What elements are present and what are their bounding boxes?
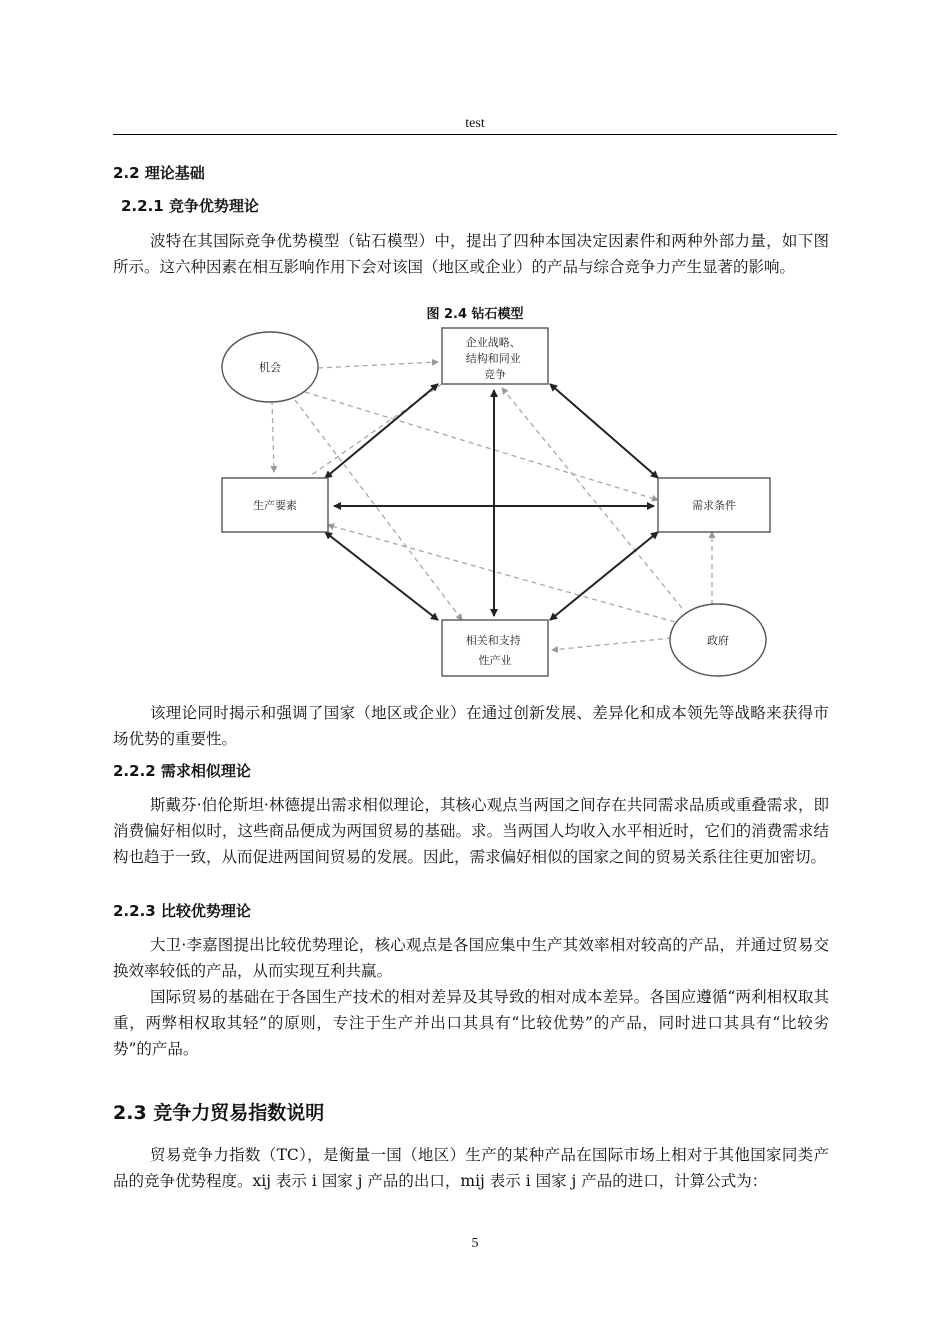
- strategy-label: 企业战略、 结构和同业 竞争: [465, 336, 521, 381]
- demand-label: 需求条件: [692, 499, 736, 512]
- paragraph-2-3: 贸易竞争力指数（TC），是衡量一国（地区）生产的某种产品在国际市场上相对于其他国家同类产品的竞争优势程度。xij 表示 i 国家 j 产品的出口，mij 表示 i 国家 j 产品的进口，计算公式为：: [113, 1146, 829, 1190]
- diamond-model-diagram: [210, 320, 780, 685]
- section-heading-2-3: 2.3 竞争力贸易指数说明: [113, 1102, 325, 1124]
- page-number: 5: [471, 1236, 479, 1251]
- strategy-demand-arrow: [550, 384, 658, 478]
- demand-related-arrow: [550, 532, 658, 620]
- chance-to-factors-line: [272, 400, 274, 472]
- related-node: [442, 620, 548, 676]
- paragraph-2-2-1-conclusion: 该理论同时揭示和强调了国家（地区或企业）在通过创新发展、差异化和成本领先等战略来获得市场优势的重要性。: [113, 704, 829, 748]
- factors-label: 生产要素: [253, 499, 297, 512]
- related-label: 相关和支持 性产业: [465, 634, 521, 667]
- paragraph-2-2-2: 斯戴芬·伯伦斯坦·林德提出需求相似理论，其核心观点当两国之间存在共同需求品质或重叠需求，即消费偏好相似时，这些商品便成为两国贸易的基础。求。当两国人均收入水平相近时，它们的消费需求结构也趋于一致，从而促进两国间贸易的发展。因此，需求偏好相似的国家之间的贸易关系往往更加密切。: [113, 796, 829, 866]
- government-to-related-line: [552, 638, 672, 650]
- page-header: test: [465, 116, 485, 131]
- section-heading-2-2-2: 2.2.2 需求相似理论: [113, 762, 251, 780]
- header-rule: [113, 134, 837, 135]
- government-to-factors-line: [328, 525, 675, 622]
- figure-caption: 图 2.4 钻石模型: [426, 307, 524, 322]
- factors-related-arrow: [325, 532, 438, 620]
- section-heading-2-2-3: 2.2.3 比较优势理论: [113, 902, 251, 920]
- paragraph-2-2-1-intro: 波特在其国际竞争优势模型（钻石模型）中，提出了四种本国决定因素件和两种外部力量，如下图所示。这六种因素在相互影响作用下会对该国（地区或企业）的产品与综合竞争力产生显著的影响。: [113, 232, 829, 276]
- government-label: 政府: [707, 634, 729, 647]
- paragraph-2-2-3-b: 国际贸易的基础在于各国生产技术的相对差异及其导致的相对成本差异。各国应遵循“两利相权取其重，两弊相权取其轻”的原则，专注于生产并出口其具有“比较优势”的产品，同时进口其具有“比较劣势”的产品。: [113, 988, 829, 1058]
- chance-to-strategy-line: [318, 362, 438, 368]
- section-heading-2-2-1: 2.2.1 竞争优势理论: [121, 197, 259, 215]
- chance-label: 机会: [259, 361, 281, 374]
- section-heading-2-2: 2.2 理论基础: [113, 164, 205, 182]
- paragraph-2-2-3-a: 大卫·李嘉图提出比较优势理论，核心观点是各国应集中生产其效率相对较高的产品，并通过贸易交换效率较低的产品，从而实现互利共赢。: [113, 936, 829, 980]
- chance-to-demand-line: [305, 392, 658, 500]
- strategy-factors-arrow: [325, 384, 438, 478]
